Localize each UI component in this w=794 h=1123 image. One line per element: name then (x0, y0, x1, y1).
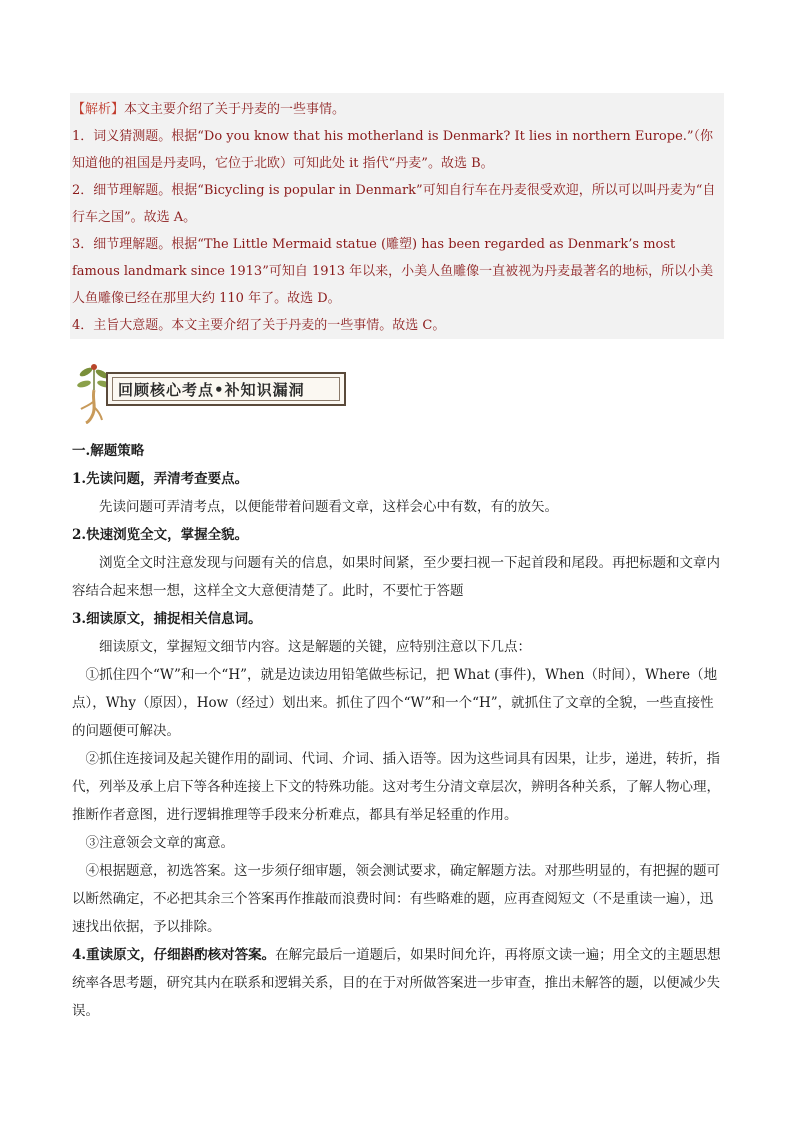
analysis-intro (72, 96, 718, 123)
analysis-tag: 【解析】 (72, 102, 125, 117)
step-4 (72, 941, 724, 1025)
step-1-title: 1.先读问题，弄清考查要点。 (72, 471, 249, 487)
analysis-line-3: 3．细节理解题。根据“The Little Mermaid statue (雕塑) has been regarded as Denmark’s most famous landmark since 1913”可知自 1913 年以来，小美人鱼雕像一直被视为丹麦最著名的地标，所以小美人鱼雕像已经在那里大约 110 年了。故选 D。 (72, 237, 714, 306)
step-3-point-3: ③注意领会文章的寓意。 (85, 835, 234, 851)
step-4-title: 4.重读原文，仔细斟酌核对答案。 (72, 947, 276, 963)
step-3-point-2: ②抓住连接词及起关键作用的副词、代词、介词、插入语等。因为这些词具有因果，让步，递进，转折，指代，列举及承上启下等各种连接上下文的特殊功能。这对考生分清文章层次，辨明各种关系，了解人物心理，推断作者意图，进行逻辑推理等手段来分析难点，都具有举足轻重的作用。 (72, 751, 720, 823)
step-3-point-4: ④根据题意，初选答案。这一步须仔细审题，领会测试要求，确定解题方法。对那些明显的，有把握的题可以断然确定，不必把其余三个答案再作推敲而浪费时间：有些略难的题，应再查阅短文（不是重读一遍），迅速找出依据，予以排除。 (72, 863, 720, 935)
step-3-title: 3.细读原文，捕捉相关信息词。 (72, 611, 262, 627)
analysis-intro-text: 本文主要介绍了关于丹麦的一些事情。 (124, 102, 346, 117)
step-2-text: 浏览全文时注意发现与问题有关的信息，如果时间紧，至少要扫视一下起首段和尾段。再把标题和文章内容结合起来想一想，这样全文大意便清楚了。此时，不要忙于答题 (72, 555, 720, 599)
analysis-line-4: 4．主旨大意题。本文主要介绍了关于丹麦的一些事情。故选 C。 (72, 318, 446, 333)
analysis-box (70, 93, 724, 339)
step-3-point-1: ①抓住四个“W”和一个“H”，就是边读边用铅笔做些标记，把 What (事件)，When（时间），Where（地点），Why（原因），How（经过）划出来。抓住了四个“W”和一个“H”，就抓住了文章的全貌，一些直接性的问题便可解决。 (72, 667, 718, 739)
strategy-content (72, 437, 724, 1025)
analysis-line-2: 2．细节理解题。根据“Bicycling is popular in Denmark”可知自行车在丹麦很受欢迎，所以可以叫丹麦为“自行车之国”。故选 A。 (72, 183, 716, 225)
step-1-text: 先读问题可弄清考点，以便能带着问题看文章，这样会心中有数，有的放矢。 (99, 499, 558, 515)
analysis-line-1: 1．词义猜测题。根据“Do you know that his motherland is Denmark? It lies in northern Europe.”（你知道他的祖国是丹麦吗，它位于北欧）可知此处 it 指代“丹麦”。故选 B。 (72, 129, 714, 171)
banner-title: 回顾核心考点•补知识漏洞 (118, 381, 305, 399)
step-2-title: 2.快速浏览全文，掌握全貌。 (72, 527, 249, 543)
section-heading: 一.解题策略 (72, 443, 145, 459)
section-banner (74, 362, 364, 422)
step-4-text: 在解完最后一道题后，如果时间允许，再将原文读一遍；用全文的主题思想统率各思考题，研究其内在联系和逻辑关系，目的在于对所做答案进一步审查，推出未解答的题，以便减少失误。 (72, 947, 721, 1019)
step-3-text: 细读原文，掌握短文细节内容。这是解题的关键，应特别注意以下几点： (99, 639, 531, 655)
